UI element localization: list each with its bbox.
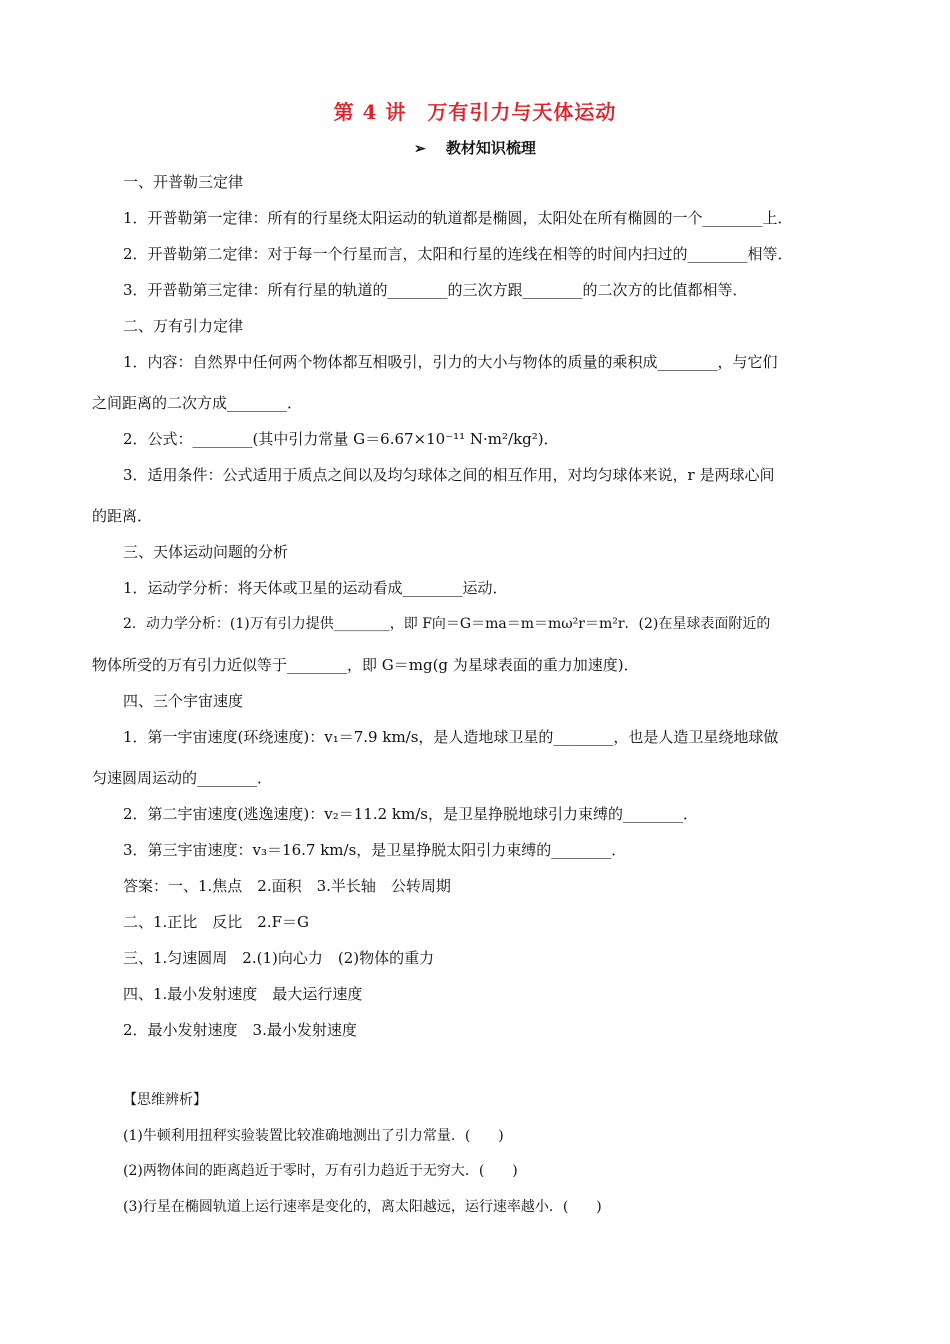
judgement-1: (1)牛顿利用扭秤实验装置比较准确地测出了引力常量．( ) [123,1128,504,1144]
heading-celestial: 三、天体运动问题的分析 [123,543,289,561]
section-subtitle [0,137,950,158]
judgement-3: (3)行星在椭圆轨道上运行速率是变化的，离太阳越远，运行速率越小．( ) [123,1199,602,1215]
page-title: 第 4 讲 万有引力与天体运动 [333,100,617,124]
heading-cosmic-velocity: 四、三个宇宙速度 [123,692,244,710]
answer-line-2: 二、1.正比 反比 2.F＝G [123,913,310,931]
para-dynamics-2: 物体所受的万有引力近似等于________，即 G＝mg(g 为星球表面的重力加速度)． [92,656,639,674]
para-first-velocity-1: 1．第一宇宙速度(环绕速度)：v₁＝7.9 km/s，是人造地球卫星的________，也是人造卫星绕地球做 [123,728,779,746]
para-content-2: 之间距离的二次方成________． [92,394,303,412]
para-first-velocity-2: 匀速圆周运动的________． [92,769,273,787]
para-second-velocity: 2．第二宇宙速度(逃逸速度)：v₂＝11.2 km/s，是卫星挣脱地球引力束缚的________． [123,805,698,823]
arrow-bullet-icon: ➢ [414,141,426,157]
para-kinematics: 1．运动学分析：将天体或卫星的运动看成________运动． [123,579,508,597]
para-dynamics-1: 2．动力学分析：(1)万有引力提供________，即 F向＝G＝ma＝m＝mω²r＝m²r．(2)在星球表面附近的 [123,616,771,632]
para-third-velocity: 3．第三宇宙速度：v₃＝16.7 km/s，是卫星挣脱太阳引力束缚的________． [123,841,627,859]
para-content-1: 1．内容：自然界中任何两个物体都互相吸引，引力的大小与物体的质量的乘积成________，与它们 [123,353,778,371]
para-conditions-1: 3．适用条件：公式适用于质点之间以及均匀球体之间的相互作用，对均匀球体来说，r 是两球心间 [123,466,775,484]
para-kepler-1: 1．开普勒第一定律：所有的行星绕太阳运动的轨道都是椭圆，太阳处在所有椭圆的一个________上． [123,209,793,227]
para-formula: 2．公式：________(其中引力常量 G＝6.67×10⁻¹¹ N·m²/kg²)． [123,430,559,448]
answer-line-3: 三、1.匀速圆周 2.(1)向心力 (2)物体的重力 [123,949,435,967]
heading-gravitation: 二、万有引力定律 [123,317,244,335]
answer-line-4: 四、1.最小发射速度 最大运行速度 [123,985,363,1003]
subtitle-text: 教材知识梳理 [445,139,536,157]
para-kepler-2: 2．开普勒第二定律：对于每一个行星而言，太阳和行星的连线在相等的时间内扫过的________相等． [123,245,793,263]
heading-kepler: 一、开普勒三定律 [123,173,244,191]
para-kepler-3: 3．开普勒第三定律：所有行星的轨道的________的三次方跟________的二次方的比值都相等． [123,281,748,299]
answer-line-1: 答案：一、1.焦点 2.面积 3.半长轴 公转周期 [123,877,451,895]
answer-line-5: 2．最小发射速度 3.最小发射速度 [123,1021,357,1039]
judgement-2: (2)两物体间的距离趋近于零时，万有引力趋近于无穷大．( ) [123,1163,518,1179]
para-conditions-2: 的距离． [92,507,153,525]
heading-thinking: 【思维辨析】 [123,1092,207,1108]
